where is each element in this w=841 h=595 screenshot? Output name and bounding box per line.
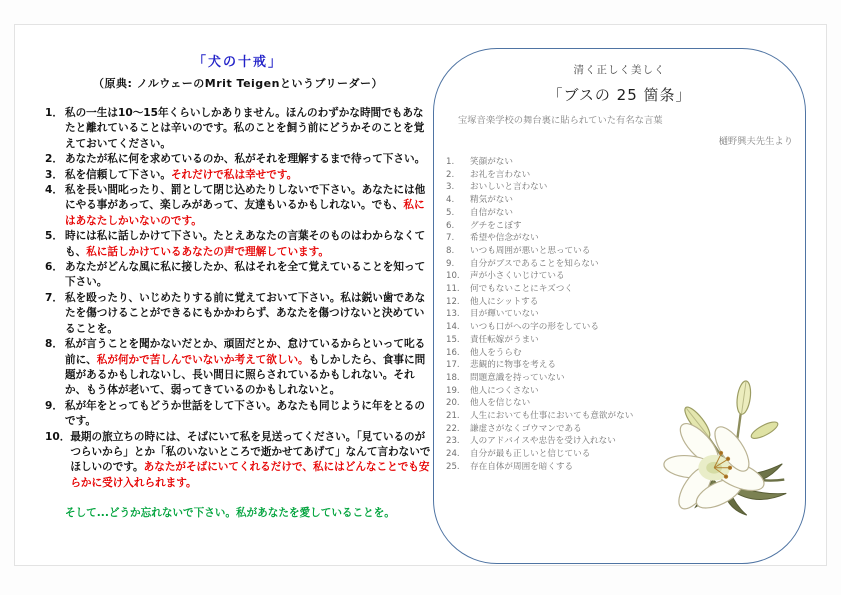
list-item	[45, 106, 431, 152]
text-segment-black: 私の一生は10～15年くらいしかありません。ほんのわずかな時間でもあなたと離れていることは辛いのです。私のことを飼う前にどうかそのことを覚えておいてください。	[65, 107, 425, 150]
text-segment-black: 私を長い間叱ったり、罰として閉じ込めたりしないで下さい。あなたには他にやる事があって、楽しみがあって、友達もいるかもしれない。でも、	[65, 184, 426, 212]
item-text: 他人を信じない	[470, 398, 531, 409]
item-text: 精気がない	[470, 195, 513, 206]
list-item	[45, 399, 431, 430]
dog-title: 「犬の十戒」	[192, 55, 283, 70]
item-text: 他人をうらむ	[470, 347, 522, 358]
lily-flower-illustration	[648, 371, 806, 523]
item-number: 8.	[446, 245, 455, 256]
item-number: 7．	[45, 291, 63, 304]
item-number: 19.	[446, 385, 460, 396]
item-number: 6.	[446, 220, 455, 231]
item-text: 声が小さくいじけている	[470, 271, 565, 282]
item-number: 6．	[45, 261, 63, 274]
item-number: 20.	[446, 398, 460, 409]
item-text: 目が輝いていない	[470, 309, 539, 320]
text-segment-black: あなたがどんな風に私に接したか、私はそれを全て覚えていることを知って下さい。	[65, 261, 426, 289]
text-segment-black: 時には私に話しかけて下さい。たとえあなたの言葉そのものはわからなくても、	[65, 230, 426, 258]
text-segment-red: 私にはあなたしかいないのです。	[65, 199, 425, 227]
list-item	[45, 183, 431, 229]
list-item	[45, 229, 431, 260]
item-number: 1．	[45, 107, 63, 119]
item-number: 4.	[446, 195, 455, 206]
text-segment-black: 私を殴ったり、いじめたりする前に覚えておいて下さい。私は鋭い歯であなたを傷つけることができるにもかかわらず、あなたを傷つけないと決めていることを。	[65, 291, 426, 335]
item-text: 自分が最も正しいと信じている	[470, 449, 591, 460]
item-text: 悲観的に物事を考える	[470, 360, 556, 371]
item-text	[65, 399, 431, 430]
item-text: 何でもないことにキズつく	[470, 284, 573, 295]
item-text: おいしいと言わない	[470, 182, 548, 193]
item-number: 9.	[446, 258, 455, 269]
list-item	[443, 207, 805, 220]
list-item	[45, 168, 431, 183]
item-number: 9．	[45, 399, 63, 412]
item-text: 謙虚さがなくゴウマンである	[470, 423, 582, 434]
item-number: 2.	[446, 169, 455, 180]
list-item	[443, 169, 805, 182]
item-text: 他人にシットする	[470, 296, 539, 307]
item-number: 11.	[446, 284, 460, 295]
list-item	[443, 156, 805, 169]
list-item	[45, 260, 431, 291]
item-number: 12.	[446, 296, 460, 307]
item-number: 1.	[446, 157, 455, 167]
item-text: 人のアドバイスや忠告を受け入れない	[470, 436, 616, 447]
list-item	[443, 347, 805, 360]
item-text	[65, 152, 431, 167]
text-segment-black: 私を信頼して下さい。	[65, 168, 171, 181]
item-text: 責任転嫁がうまい	[470, 334, 539, 345]
item-number: 3．	[45, 168, 63, 181]
text-segment-black: 私が言うことを聞かないだとか、頑固だとか、怠けているからといって叱る前に、	[65, 338, 426, 366]
list-item	[443, 334, 805, 347]
item-text: グチをこぼす	[470, 220, 522, 231]
dog-closing-line: そして...どうか忘れないで下さい。私があなたを愛していることを。	[65, 507, 395, 520]
document-page	[14, 24, 827, 566]
list-item	[443, 308, 805, 321]
item-number: 10.	[446, 271, 460, 282]
item-number: 15.	[446, 334, 460, 345]
list-item	[443, 270, 805, 283]
item-text	[65, 183, 431, 229]
text-segment-black: もしかしたら、食事に問題があるかもしれないし、長い間日に照らされているかもしれない。それか、もう体が老いて、弱ってきているのかもしれないと。	[65, 353, 426, 397]
text-segment-red: 私が何かで苦しんでいないか考えて欲しい。	[96, 353, 309, 366]
list-item	[443, 194, 805, 207]
item-text: 人生においても仕事においても意欲がない	[470, 411, 634, 422]
list-item	[45, 152, 431, 167]
text-segment-black: あなたが私に何を求めているのか、私がそれを理解するまで待って下さい。	[65, 153, 426, 166]
text-segment-black: 私が年をとってもどうか世話をして下さい。あなたも同じように年をとるのです。	[65, 399, 425, 428]
item-text: いつも口がへの字の形をしている	[470, 322, 599, 333]
item-text	[65, 229, 431, 260]
text-segment-red: 私に話しかけているあなたの声で理解しています。	[86, 245, 329, 258]
item-number: 13.	[446, 309, 460, 320]
text-segment-black: 最期の旅立ちの時には、そばにいて私を見送ってください。「見ているのがつらいから」とか「私のいないところで逝かせてあげて」なんて言わないでほしいのです。	[70, 430, 431, 474]
list-item	[443, 321, 805, 334]
item-number: 22.	[446, 423, 460, 434]
dog-ten-commandments-panel	[45, 51, 431, 522]
dog-origin-subtitle: （原典: ノルウェーのMrit Teigenというブリーダー）	[92, 77, 384, 90]
item-text	[65, 291, 431, 337]
item-number: 14.	[446, 322, 460, 333]
list-item	[443, 220, 805, 233]
list-item	[443, 283, 805, 296]
item-number: 8．	[45, 338, 63, 351]
item-number: 2．	[45, 153, 63, 166]
item-text: お礼を言わない	[470, 169, 531, 180]
item-number: 23.	[446, 436, 460, 447]
item-text: 希望や信念がない	[470, 233, 539, 244]
list-item	[443, 232, 805, 245]
item-number: 18.	[446, 372, 460, 383]
item-text: 問題意識を持っていない	[470, 372, 565, 383]
item-text: 存在自体が周囲を暗くする	[470, 461, 574, 472]
item-number: 21.	[446, 411, 460, 422]
item-text: 他人につくさない	[470, 385, 539, 396]
busu-attribution: 樋野興夫先生より	[718, 136, 793, 147]
list-item	[45, 430, 431, 492]
item-number: 16.	[446, 347, 460, 358]
item-text: いつも周囲が悪いと思っている	[470, 245, 591, 256]
text-segment-red: あなたがそばにいてくれるだけで、私にはどんなことでも安らかに受け入れられます。	[70, 461, 430, 489]
item-text	[65, 260, 431, 291]
item-text	[70, 430, 431, 492]
item-text	[65, 106, 431, 152]
item-number: 17.	[446, 360, 460, 371]
item-number: 3.	[446, 182, 455, 193]
list-item	[45, 291, 431, 337]
item-number: 24.	[446, 449, 460, 460]
list-item	[443, 181, 805, 194]
item-number: 5.	[446, 207, 455, 218]
busu-subtitle: 宝塚音楽学校の舞台裏に貼られていた有名な言葉	[458, 115, 663, 126]
list-item	[443, 245, 805, 258]
item-number: 10．	[45, 430, 71, 443]
item-text: 笑顔がない	[470, 157, 513, 167]
busu-motto: 清く正しく美しく	[573, 64, 666, 76]
list-item	[443, 258, 805, 271]
item-number: 5．	[45, 230, 63, 243]
busu-title: 「ブスの 25 箇条」	[547, 86, 692, 104]
item-number: 25.	[446, 461, 460, 472]
item-number: 7.	[446, 233, 455, 244]
item-text	[65, 337, 431, 399]
item-text: 自分がブスであることを知らない	[470, 258, 599, 269]
list-item	[45, 337, 431, 399]
list-item	[443, 296, 805, 309]
busu-25-panel	[433, 48, 806, 564]
item-text: 自信がない	[470, 207, 513, 218]
item-number: 4．	[45, 184, 63, 197]
dog-commandments-list	[45, 106, 431, 491]
item-text	[65, 168, 431, 183]
text-segment-red: それだけで私は幸せです。	[170, 168, 298, 181]
